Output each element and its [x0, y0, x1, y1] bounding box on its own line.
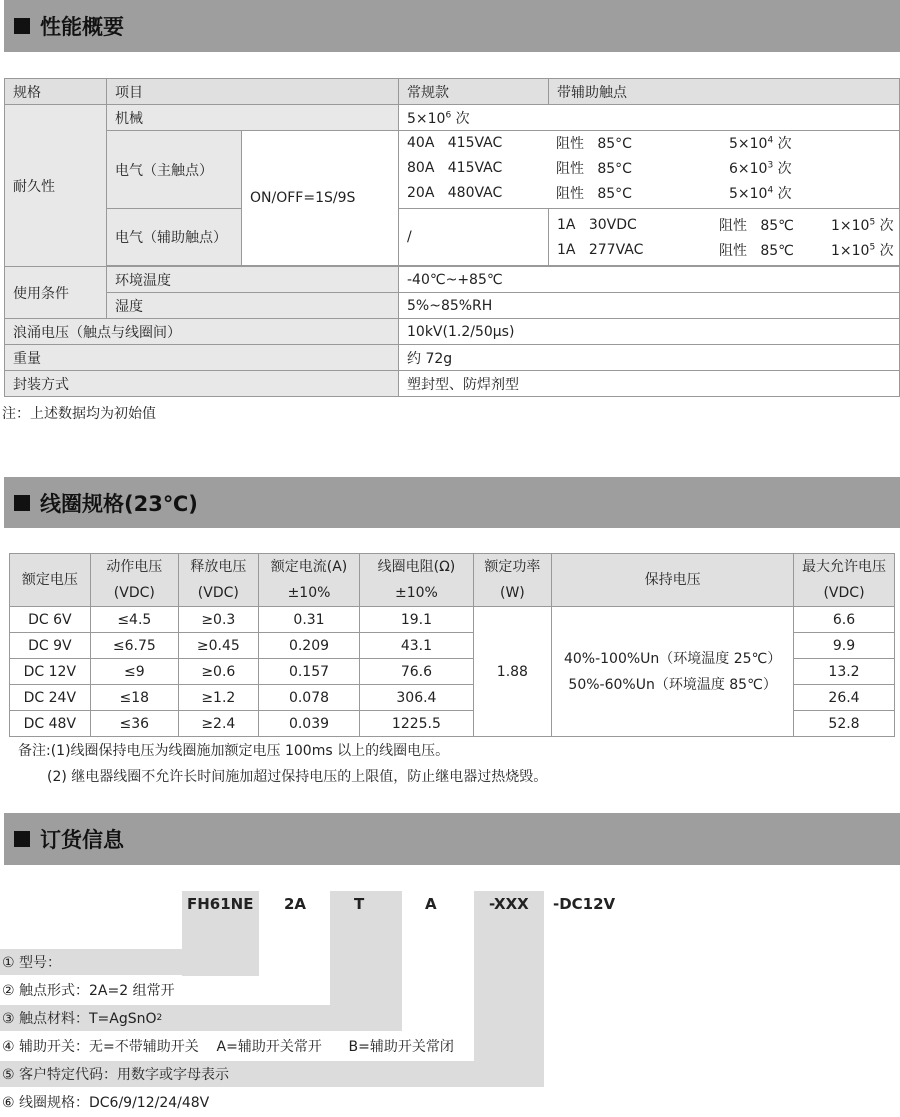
durability-label: 耐久性 — [5, 105, 107, 267]
main-contact-row — [407, 157, 899, 182]
coil-hold-cell: 40%-100%Un（环境温度 25℃） 50%-60%Un（环境温度 85℃） — [552, 607, 794, 737]
package-label: 封装方式 — [5, 371, 399, 397]
coil-header-cell: 释放电压 (VDC) — [178, 554, 258, 607]
coil-current-cell: 0.078 — [258, 685, 360, 711]
coil-header-cell: 线圈电阻(Ω) ±10% — [360, 554, 473, 607]
section-header-performance — [4, 0, 900, 52]
current-voltage: 1A 277VAC — [557, 241, 644, 258]
code-coil: -DC12V — [553, 895, 616, 913]
section-title: 线圈规格(23℃) — [40, 491, 198, 516]
code-aux-switch: A — [425, 895, 437, 913]
coil-header-cell: 额定电压 — [10, 554, 91, 607]
life: $6\times 10^3$ 次 — [729, 160, 792, 178]
main-contact-row — [407, 132, 899, 157]
electrical-main-label: 电气（主触点） — [107, 131, 242, 209]
table-row — [10, 607, 895, 633]
coil-release-cell: ≥2.4 — [178, 711, 258, 737]
performance-note: 注：上述数据均为初始值 — [2, 406, 156, 422]
humidity-value: 5%~85%RH — [399, 293, 900, 319]
coil-rated-cell: DC 9V — [10, 633, 91, 659]
coil-rated-cell: DC 12V — [10, 659, 91, 685]
header-item: 项目 — [107, 79, 399, 105]
coil-current-cell: 0.31 — [258, 607, 360, 633]
coil-pick-cell: ≤6.75 — [90, 633, 178, 659]
square-bullet-icon — [14, 18, 30, 34]
load-temp: 阻性 85℃ — [719, 242, 794, 259]
section-header-order — [4, 813, 900, 865]
section-header-coil — [4, 477, 900, 528]
coil-current-cell: 0.209 — [258, 633, 360, 659]
section-title: 性能概要 — [40, 15, 124, 39]
coil-header-cell: 额定功率 (W) — [473, 554, 552, 607]
life: $5\times 10^4$ 次 — [729, 185, 792, 203]
order-item-5: ⑤ 客户特定代码：用数字或字母表示 — [0, 1061, 544, 1087]
header-spec: 规格 — [5, 79, 107, 105]
coil-current-cell: 0.039 — [258, 711, 360, 737]
coil-resistance-cell: 306.4 — [360, 685, 473, 711]
code-customer: -XXX — [489, 895, 529, 913]
current-voltage: 20A 480VAC — [407, 185, 503, 202]
aux-contact-row — [557, 212, 899, 237]
coil-resistance-cell: 19.1 — [360, 607, 473, 633]
order-item-1: ① 型号： — [0, 949, 259, 975]
coil-release-cell: ≥0.3 — [178, 607, 258, 633]
coil-current-cell: 0.157 — [258, 659, 360, 685]
mechanical-label: 机械 — [107, 105, 399, 131]
coil-max-cell: 13.2 — [794, 659, 895, 685]
weight-label: 重量 — [5, 345, 399, 371]
order-item-6: ⑥ 线圈规格：DC6/9/12/24/48V — [0, 1089, 600, 1115]
coil-power-cell: 1.88 — [473, 607, 552, 737]
square-bullet-icon — [14, 495, 30, 511]
coil-max-cell: 52.8 — [794, 711, 895, 737]
section-title: 订货信息 — [40, 828, 124, 852]
order-item-3: ③ 触点材料：T=AgSnO 2 — [0, 1005, 402, 1031]
code-contact-form: 2A — [284, 895, 307, 913]
humidity-label: 湿度 — [107, 293, 399, 319]
performance-table — [4, 78, 900, 397]
current-voltage: 80A 415VAC — [407, 160, 503, 177]
coil-max-cell: 9.9 — [794, 633, 895, 659]
aux-contact-row — [557, 237, 899, 262]
main-contact-values — [399, 131, 900, 209]
header-aux: 带辅助触点 — [549, 79, 900, 105]
coil-max-cell: 6.6 — [794, 607, 895, 633]
coil-pick-cell: ≤4.5 — [90, 607, 178, 633]
package-value: 塑封型、防焊剂型 — [399, 371, 900, 397]
coil-max-cell: 26.4 — [794, 685, 895, 711]
life: $1\times 10^5$ 次 — [831, 241, 894, 259]
order-item-4: ④ 辅助开关：无=不带辅助开关 A=辅助开关常开 B=辅助开关常闭 — [0, 1033, 474, 1059]
coil-pick-cell: ≤18 — [90, 685, 178, 711]
surge-label: 浪涌电压（触点与线圈间） — [5, 319, 399, 345]
coil-rated-cell: DC 6V — [10, 607, 91, 633]
coil-resistance-cell: 1225.5 — [360, 711, 473, 737]
current-voltage: 1A 30VDC — [557, 216, 637, 233]
life: $5\times 10^4$ 次 — [729, 135, 792, 153]
coil-note-2: (2) 继电器线圈不允许长时间施加超过保持电压的上限值，防止继电器过热烧毁。 — [47, 769, 548, 785]
weight-value: 约 72g — [399, 345, 900, 371]
coil-resistance-cell: 76.6 — [360, 659, 473, 685]
square-bullet-icon — [14, 831, 30, 847]
coil-header-cell: 保持电压 — [552, 554, 794, 607]
aux-contact-values — [549, 209, 900, 266]
coil-pick-cell: ≤36 — [90, 711, 178, 737]
onoff-label: ON/OFF=1S/9S — [242, 131, 399, 266]
code-model: FH61NE — [187, 895, 254, 913]
coil-release-cell: ≥0.6 — [178, 659, 258, 685]
current-voltage: 40A 415VAC — [407, 135, 503, 152]
coil-header-cell: 额定电流(A) ±10% — [258, 554, 360, 607]
load-temp: 阻性 85℃ — [719, 217, 794, 234]
load-temp: 阻性 85°C — [556, 136, 632, 153]
surge-value: 10kV(1.2/50μs) — [399, 319, 900, 345]
ambient-label: 环境温度 — [107, 267, 399, 293]
load-temp: 阻性 85°C — [556, 161, 632, 178]
code-column-5 — [474, 891, 544, 1087]
header-standard: 常规款 — [399, 79, 549, 105]
coil-note-1: 备注:(1)线圈保持电压为线圈施加额定电压 100ms 以上的线圈电压。 — [18, 743, 450, 759]
coil-release-cell: ≥1.2 — [178, 685, 258, 711]
aux-rows — [557, 212, 899, 262]
order-item-2: ② 触点形式：2A=2 组常开 — [0, 977, 329, 1003]
life: $1\times 10^5$ 次 — [831, 216, 894, 234]
coil-release-cell: ≥0.45 — [178, 633, 258, 659]
coil-pick-cell: ≤9 — [90, 659, 178, 685]
main-rows — [407, 132, 899, 207]
conditions-label: 使用条件 — [5, 267, 107, 319]
coil-rated-cell: DC 24V — [10, 685, 91, 711]
coil-header-cell: 动作电压 (VDC) — [90, 554, 178, 607]
aux-standard-value: / — [399, 209, 549, 266]
coil-table — [9, 553, 895, 737]
coil-rated-cell: DC 48V — [10, 711, 91, 737]
coil-header-cell: 最大允许电压 (VDC) — [794, 554, 895, 607]
code-contact-material: T — [354, 895, 365, 913]
mechanical-value: $5\times 10^6$ 次 — [399, 105, 900, 131]
coil-resistance-cell: 43.1 — [360, 633, 473, 659]
main-contact-row — [407, 182, 899, 207]
ambient-value: -40℃~+85℃ — [399, 267, 900, 293]
load-temp: 阻性 85°C — [556, 186, 632, 203]
electrical-aux-label: 电气（辅助触点） — [107, 209, 242, 266]
